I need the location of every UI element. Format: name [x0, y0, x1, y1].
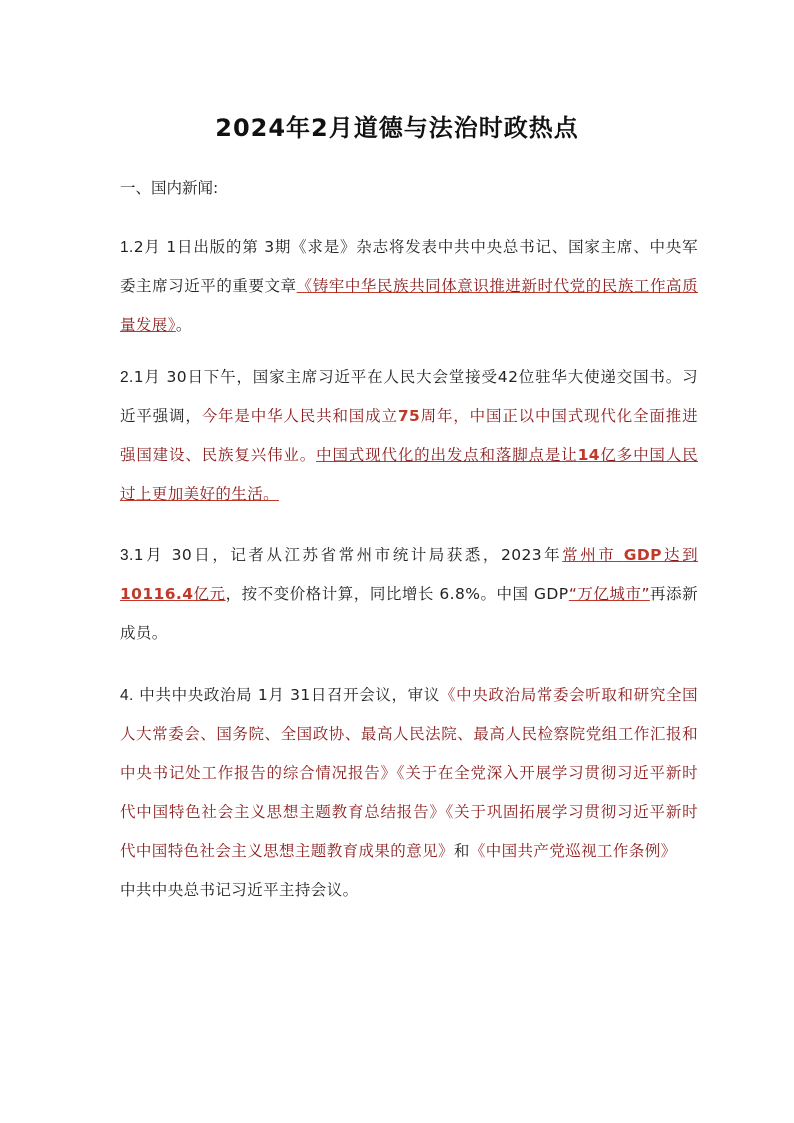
document-titles: 《中央政治局常委会听取和研究全国人大常委会、国务院、全国政协、最高人民法院、最高人民检察院党组工作汇报和中央书记处工作报告的综合情况报告》《关于在全党深入开展学习贯彻习近平新时代中国特色社会主义思想主题教育总结报告》《关于巩固拓展学习贯彻习近平新时代中国特色社会主义思想主题教育成果的意见》 [120, 686, 699, 860]
item-text: 和 [453, 842, 470, 860]
page-title: 2024年2月道德与法治时政热点 [215, 114, 579, 142]
item-text: 再添新成员。 [120, 585, 698, 642]
highlight-number: 75 [397, 407, 421, 425]
item-text: 中共中央总书记习近平主持会议。 [120, 881, 359, 899]
item-text: 1月 30日下午，国家主席习近平在人民大会堂接受42位驻华大使递交国书。习近平强调， [120, 368, 698, 425]
news-item-1 [120, 228, 698, 345]
highlight-link[interactable]: “万亿城市” [568, 585, 650, 603]
item-number: 2. [120, 369, 134, 386]
item-number: 1. [120, 239, 134, 256]
document-title: 《中国共产党巡视工作条例》 [469, 842, 677, 860]
item-number: 4. [120, 687, 134, 704]
item-number: 3. [120, 547, 134, 564]
item-text: ，按不变价格计算，同比增长 6.8%。中国 GDP [225, 585, 569, 603]
highlight-text: 周年，中国正以中国式现代化全面推进强国建设、民族复兴伟业。 [120, 407, 698, 464]
highlight-link[interactable]: 亿元 [193, 585, 226, 603]
highlight-link[interactable]: 达到 [661, 546, 698, 564]
highlight-link[interactable]: 常州市 [562, 546, 624, 564]
article-title-link[interactable]: 《铸牢中华民族共同体意识推进新时代党的民族工作高质量发展》 [120, 277, 698, 334]
highlight-number[interactable]: 14 [577, 446, 600, 464]
item-text: 2月 1日出版的第 3期《求是》杂志将发表中共中央总书记、国家主席、中央军委主席习近平的重要文章 [120, 238, 698, 295]
item-text: 。 [175, 316, 192, 334]
news-item-4 [120, 676, 698, 910]
section-heading: 一、国内新闻: [120, 179, 219, 197]
item-text: 中共中央政治局 1月 31日召开会议，审议 [133, 686, 440, 704]
news-item-2 [120, 358, 698, 514]
news-item-3 [120, 536, 698, 653]
highlight-text: 今年是中华人民共和国成立 [201, 407, 398, 425]
highlight-number[interactable]: 10116.4 [120, 585, 194, 603]
highlight-number[interactable]: GDP [623, 546, 662, 564]
highlight-link[interactable]: 中国式现代化的出发点和落脚点是让 [316, 446, 578, 464]
highlight-link[interactable]: 亿多中国人民过上更加美好的生活。 [120, 446, 699, 503]
item-text: 1月 30日，记者从江苏省常州市统计局获悉，2023年 [133, 546, 563, 564]
